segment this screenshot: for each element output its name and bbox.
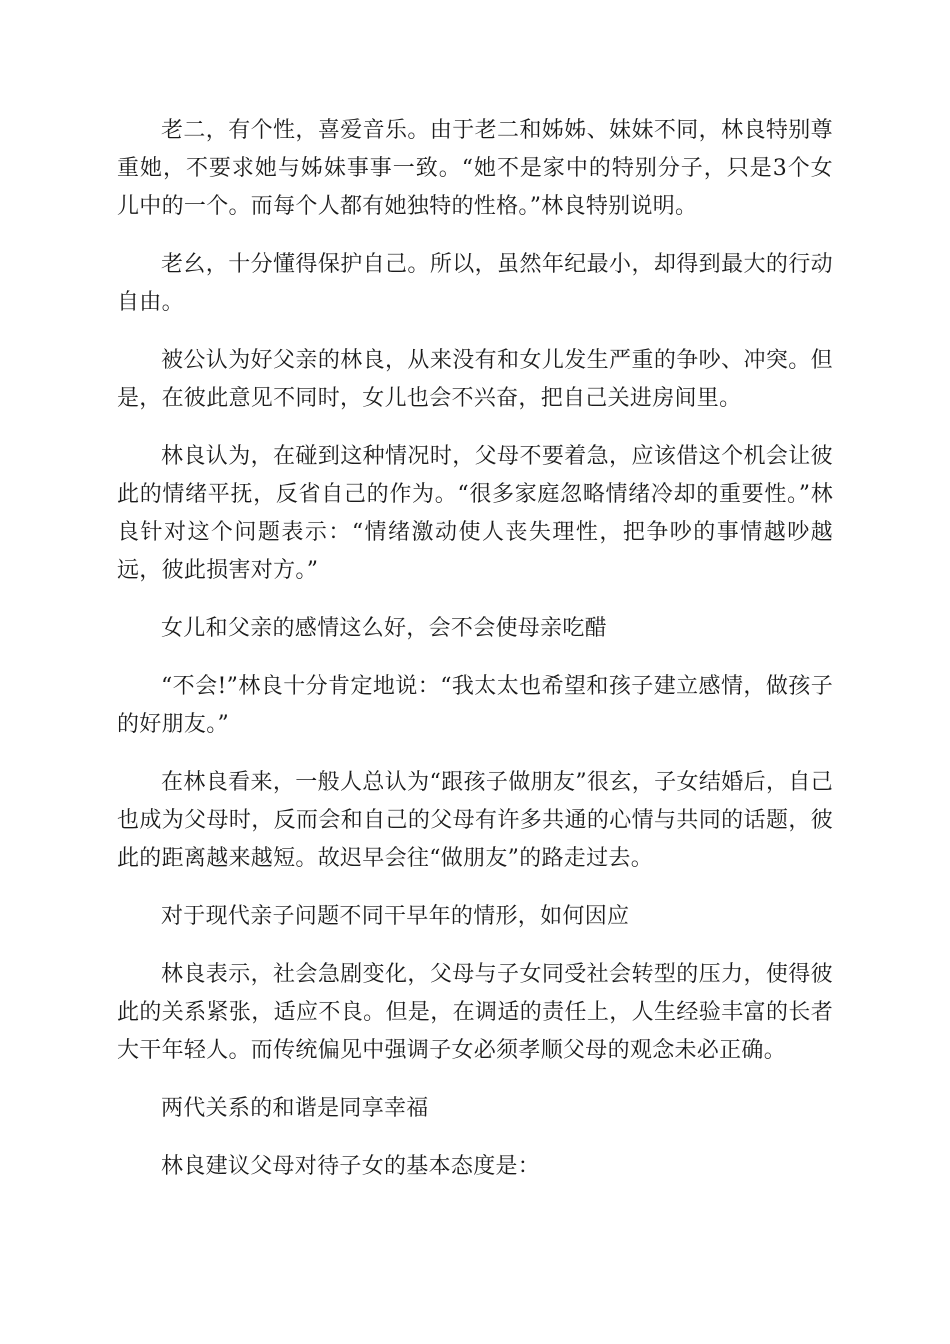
paragraph-social-change: 林良表示，社会急剧变化，父母与子女同受社会转型的压力，使得彼此的关系紧张，适应不良。但是，在调适的责任上，人生经验丰富的长者大干年轻人。而传统偏见中强调子女必须孝顺父母的观念未必正确。 — [117, 962, 833, 1063]
paragraph-youngest-daughter: 老幺，十分懂得保护自己。所以，虽然年纪最小，却得到最大的行动自由。 — [117, 252, 833, 315]
paragraph-answer-mother: “不会!”林良十分肯定地说：“我太太也希望和孩子建立感情，做孩子的好朋友。” — [117, 674, 833, 737]
paragraph-no-conflict: 被公认为好父亲的林良，从来没有和女儿发生严重的争吵、冲突。但是，在彼此意见不同时，女儿也会不兴奋，把自己关进房间里。 — [117, 348, 833, 411]
paragraph-question-modern: 对于现代亲子问题不同干早年的情形，如何因应 — [161, 904, 630, 929]
document-body — [117, 112, 833, 1206]
paragraph-harmony-heading: 两代关系的和谐是同享幸福 — [161, 1096, 429, 1121]
paragraph-be-friends: 在林良看来，一般人总认为“跟孩子做朋友”很玄，子女结婚后，自己也成为父母时，反而会和自己的父母有许多共通的心情与共同的话题，彼此的距离越来越短。故迟早会往“做朋友”的路走过去。 — [117, 770, 833, 871]
paragraph-second-daughter: 老二，有个性，喜爱音乐。由于老二和姊姊、妹妹不同，林良特别尊重她，不要求她与姊妹事事一致。“她不是家中的特别分子，只是3个女儿中的一个。而每个人都有她独特的性格。”林良特别说明。 — [117, 118, 833, 219]
paragraph-question-mother: 女儿和父亲的感情这么好，会不会使母亲吃醋 — [161, 616, 608, 641]
paragraph-basic-attitude: 林良建议父母对待子女的基本态度是： — [161, 1154, 541, 1179]
paragraph-emotion-cooling: 林良认为，在碰到这种情况时，父母不要着急，应该借这个机会让彼此的情绪平抚，反省自己的作为。“很多家庭忽略情绪冷却的重要性。”林良针对这个问题表示：“情绪激动使人丧失理性，把争吵的事情越吵越远，彼此损害对方。” — [117, 444, 833, 583]
